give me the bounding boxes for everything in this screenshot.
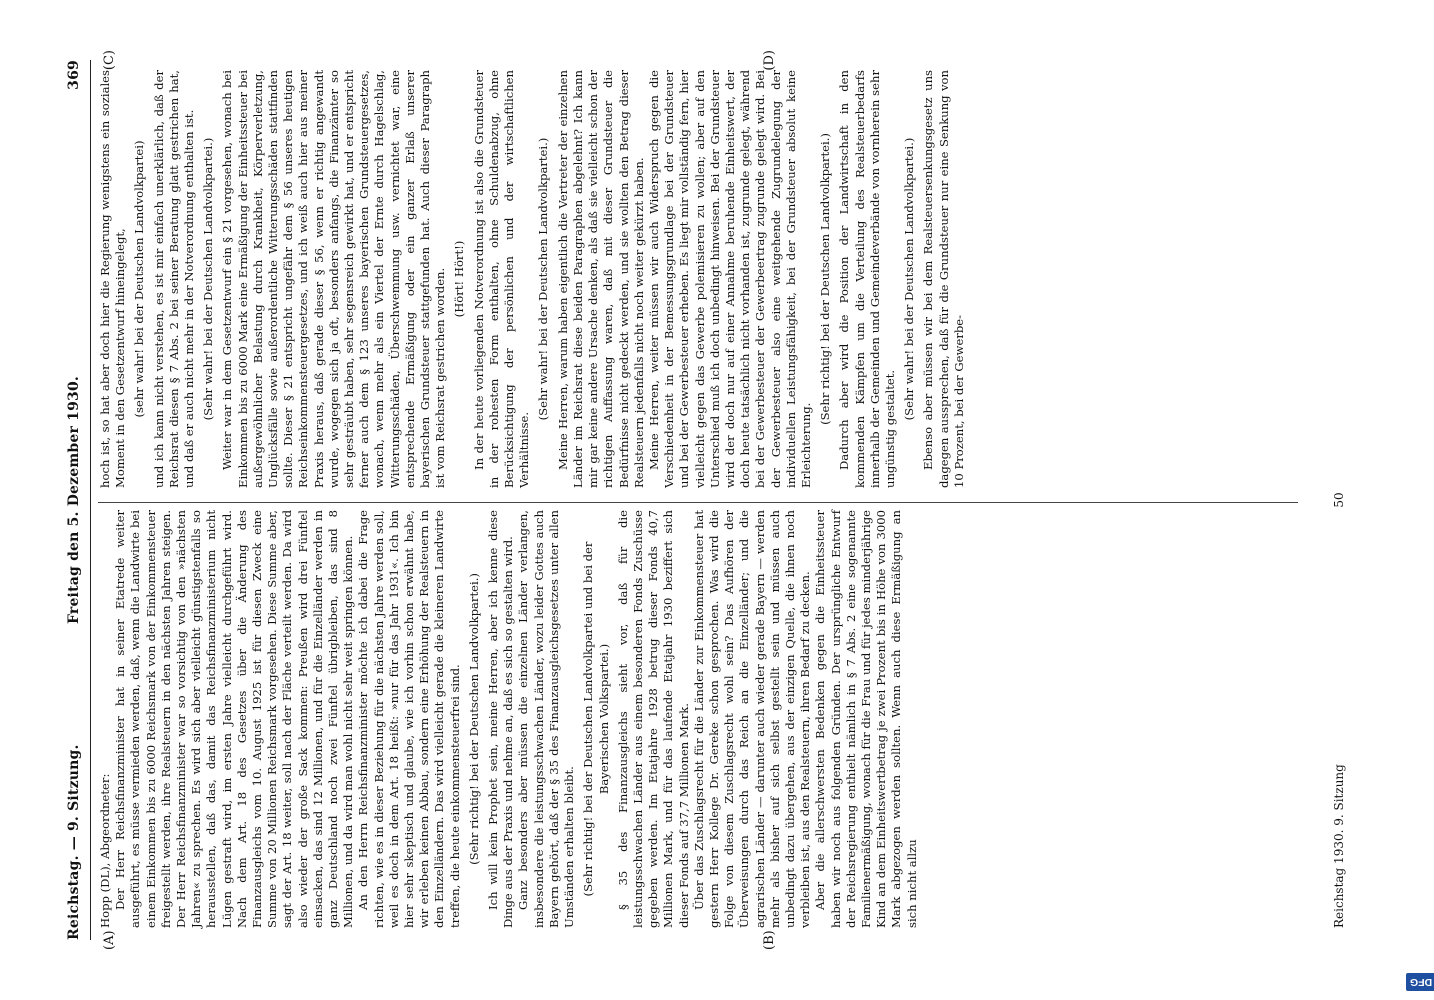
interjection: (Sehr wahr! bei der Deutschen Landvolkpartei.)	[902, 137, 917, 421]
page-number: 369	[66, 60, 82, 90]
paragraph: Hopp (DL), Abgeordneter:	[98, 773, 112, 928]
paragraph: Ich will kein Prophet sein, meine Herren, aber ich kenne diese Dinge aus der Praxis und nehme an, daß es sich so gestalten wird.	[486, 510, 516, 928]
paragraph: § 35 des Finanzausgleichs sieht vor, daß für die leistungsschwachen Länder aus einem besonderen Fonds Zuschüsse gegeben werden. Im Etatjahre 1928 betrug dieser Fonds 40,7 Millionen Mark, und für das laufende Etatjahr 1930 beziffert sich dieser Fonds auf 37,7 Millionen Mark.	[615, 510, 691, 928]
header-left: Reichstag. — 9. Sitzung.	[66, 744, 82, 940]
paragraph: Ebenso aber müssen wir bei dem Realsteuersenkungsgesetz uns dagegen aussprechen, daß für die Grundsteuer nur eine Senkung von 10 Prozent, bei der Gewerbe-	[921, 70, 966, 488]
paragraph: Dadurch aber wird die Position der Landwirtschaft in den kommenden Kämpfen um die Verteilung des Realsteuerbedarfs innerhalb der Gemeinden und Gemeindeverbände von vornherein sehr ungünstig gestaltet.	[837, 70, 897, 488]
paragraph: Ganz besonders aber müssen die einzelnen Länder verlangen, insbesondere die leistungsschwachen Länder, wozu leider Gottes auch Bayern gehört, daß der § 35 des Finanzausgleichsgesetzes unter allen Umständen erhalten bleibt.	[516, 510, 577, 928]
document-page	[62, 50, 1372, 950]
interjection: (Sehr richtig! bei der Deutschen Landvolkpartei und bei der Bayerischen Volkspartei.)	[581, 541, 611, 897]
paragraph: Meine Herren, weiter müssen wir auch Widerspruch gegen die Verschiedenheit in der Bemessungsgrundlage bei der Grundsteuer und bei der Gewerbesteuer erheben. Es liegt mir vollständig fern, hier vielleicht gegen das Gewerbe polemisieren zu wollen; aber auf den Unterschied muß ich doch unbedingt hinweisen. Bei der Grundsteuer wird der doch nur auf einer Annahme beruhende Einheitswert, der doch heute tatsächlich nicht vorhanden ist, zugrunde gelegt, während bei der Gewerbesteuer der Gewerbeertrag zugrunde gelegt wird. Bei der Gewerbesteuer also eine weitgehende Zugrundelegung der individuellen Leistungsfähigkeit, bei der Grundsteuer absolut keine Erleichterung.	[646, 70, 813, 488]
left-text-column	[98, 510, 920, 928]
footer-left: Reichstag 1930. 9. Sitzung	[1332, 764, 1346, 928]
paragraph: Der Herr Reichsfinanzminister hat in seiner Etatrede weiter ausgeführt, es müsse vermieden werden, daß, wenn die Landwirte bei einem Einkommen bis zu 6000 Reichsmark von der Einkommensteuer freigestellt werden, ihre Realsteuern in den nächsten Jahren steigen. Der Herr Reichsfinanzminister war so vorsichtig von den »nächsten Jahren« zu sprechen. Es wird sich aber vielleicht günstigstenfalls so herausstellen, daß das, damit das Reichsfinanzministerium nicht Lügen gestraft wird, im ersten Jahre vielleicht durchgeführt wird. Nach dem Art. 18 des Gesetzes über die Änderung des Finanzausgleichs vom 10. August 1925 ist für diesen Zweck eine Summe von 20 Millionen Reichsmark vorgesehen. Diese Summe aber, sagt der Art. 18 weiter, soll nach der Fläche verteilt werden. Da wird also wieder der große Sack kommen: Preußen wird drei Fünftel einsacken, das sind 12 Millionen, und für die Einzelländer werden in ganz Deutschland noch zwei Fünftel übrigbleiben, das sind 8 Millionen, und da wird man wohl nicht sehr weit springen können.	[113, 510, 356, 928]
header-rule	[90, 60, 91, 940]
paragraph: Aber die allerschwersten Bedenken gegen die Einheitssteuer haben wir noch aus folgenden Gründen. Der ursprüngliche Entwurf der Reichsregierung enthielt nämlich in § 7 Abs. 2 eine sogenannte Familienermäßigung, wonach für die Frau und für jedes minderjährige Kind an dem Einheitswertbetrag je zwei Prozent bis in Höhe von 3000 Mark abgezogen werden sollten. Wenn auch diese Ermäßigung an sich nicht allzu	[813, 510, 919, 928]
header-date: Freitag den 5. Dezember 1930.	[66, 375, 82, 625]
dfg-logo: DFG	[1406, 973, 1434, 991]
paragraph: An den Herrn Reichsfinanzminister möchte ich dabei die Frage richten, wie es in dieser Beziehung für die nächsten Jahre werden soll, weil es doch in dem Art. 18 heißt: »nur für das Jahr 1931«. Ich bin hier sehr skeptisch und glaube, wie ich vorhin schon erwähnt habe, wir erleben keinen Abbau, sondern eine Erhöhung der Realsteuern in den Einzelländern. Das wird vielleicht gerade die kleineren Landwirte treffen, die heute einkommensteuerfrei sind.	[356, 510, 462, 928]
interjection: (Sehr richtig! bei der Deutschen Landvolkpartei.)	[818, 133, 833, 425]
paragraph: und ich kann nicht verstehen, es ist mir einfach unerklärlich, daß der Reichsrat diesen § 7 Abs. 2 bei seiner Beratung glatt gestrichen hat, und daß er auch nicht mehr in der Notverordnung enthalten ist.	[151, 70, 197, 488]
margin-mark-a: (A)	[102, 930, 117, 950]
margin-mark-d: (D)	[762, 50, 777, 71]
funding-note	[1410, 6, 1433, 994]
page-header	[66, 60, 88, 940]
footer-sheet-number: 50	[1332, 492, 1346, 508]
interjection: (Sehr richtig! bei der Deutschen Landvolkpartei.)	[466, 573, 481, 865]
column-divider	[98, 502, 1298, 503]
paragraph: Über das Zuschlagsrecht für die Länder zur Einkommensteuer hat gestern Herr Kollege Dr. Gereke schon gesprochen. Was wird die Folge von diesem Zuschlagsrecht wohl sein? Das Aufhören der Überweisungen durch das Reich an die Einzelländer; und die agrarischen Länder — darunter auch wieder gerade Bayern — werden mehr als bisher auf sich selbst gestellt sein und müssen auch unbedingt dazu übergehen, aus der einzigen Quelle, die ihnen noch verbleiben ist, aus den Realsteuern, ihren Bedarf zu decken.	[691, 510, 813, 928]
interjection: (sehr wahr! bei der Deutschen Landvolkpartei)	[132, 140, 147, 418]
margin-mark-c: (C)	[102, 50, 117, 71]
right-text-column	[98, 70, 967, 488]
paragraph: hoch ist, so hat aber doch hier die Regierung wenigstens ein soziales Moment in den Gesetzentwurf hineingelegt,	[98, 70, 128, 488]
interjection: (Hört! Hört!)	[452, 240, 467, 318]
paragraph: In der heute vorliegenden Notverordnung ist also die Grundsteuer in der rohesten Form enthalten, ohne Schuldenabzug, ohne Berücksichtigung der persönlichen und der wirtschaftlichen Verhältnisse.	[471, 70, 532, 488]
margin-mark-b: (B)	[762, 930, 777, 950]
interjection: (Sehr wahr! bei der Deutschen Landvolkpartei.)	[536, 137, 551, 421]
paragraph: Weiter war in dem Gesetzentwurf ein § 21 vorgesehen, wonach bei Einkommen bis zu 6000 Mark eine Ermäßigung der Einheitssteuer bei außergewöhnlicher Belastung durch Krankheit, Körperverletzung, Unglücksfälle sowie außerordentliche Witterungsschäden stattfinden sollte. Dieser § 21 entspricht ungefähr dem § 56 unseres heutigen Reichseinkommensteuergesetzes, und ich weiß auch hier aus meiner Praxis heraus, daß gerade dieser § 56, wenn er richtig angewandt wurde, wogegen sich ja oft, besonders anfangs, die Finanzämter so sehr gesträubt haben, sehr segensreich gewirkt hat, und er entspricht ferner auch dem § 123 unseres bayerischen Grundsteuergesetzes, wonach, wenn mehr als ein Viertel der Ernte durch Hagelschlag, Witterungsschäden, Überschwemmung usw. vernichtet war, eine entsprechende Ermäßigung oder ein ganzer Erlaß unserer bayerischen Grundsteuer stattgefunden hat. Auch dieser Paragraph ist vom Reichsrat gestrichen worden.	[220, 70, 448, 488]
interjection: (Sehr wahr! bei der Deutschen Landvolkpartei.)	[201, 137, 216, 421]
paragraph: Meine Herren, warum haben eigentlich die Vertreter der einzelnen Länder im Reichsrat diese beiden Paragraphen abgelehnt? Ich kann mir gar keine andere Ursache denken, als daß sie vielleicht schon der richtigen Auffassung waren, daß mit dieser Grundsteuer die Bedürfnisse nicht gedeckt werden, und sie wollten den Betrag dieser Realsteuern jedenfalls nicht noch weiter gekürzt haben.	[555, 70, 646, 488]
